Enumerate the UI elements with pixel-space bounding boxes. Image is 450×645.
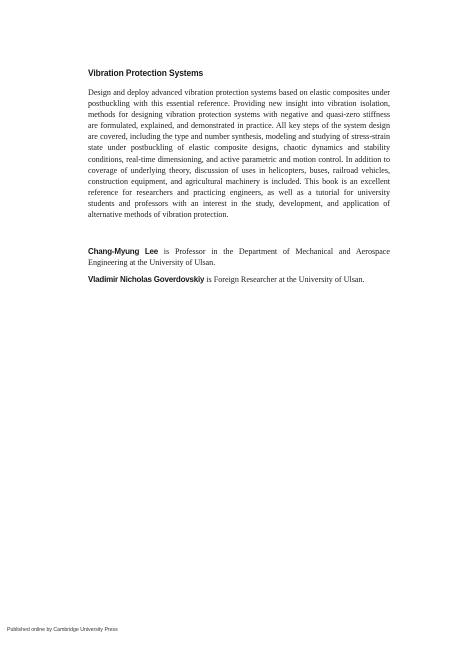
publisher-footer: Published online by Cambridge University Press	[7, 627, 118, 633]
author-bio-text-2: is Foreign Researcher at the University of Ulsan.	[204, 275, 365, 284]
author-name-2: Vladimir Nicholas Goverdovskiy	[88, 275, 205, 284]
author-name-1: Chang-Myung Lee	[88, 247, 159, 256]
book-description: Design and deploy advanced vibration protection systems based on elastic composites under postbuckling with this essential reference. Providing new insight into vibration isolation, methods for designing vibration protection systems with negative and quasi-zero stiffness are formulated, explained, and demonstrated in practice. All key steps of the system design are covered, including the type and number synthesis, modeling and studying of stress-strain state under postbuckling of elastic composite designs, chaotic dynamics and stability conditions, real-time dimensioning, and active parametric and motion control. In addition to coverage of underlying theory, discussion of uses in helicopters, buses, railroad vehicles, construction equipment, and agricultural machinery is included. This book is an excellent reference for researchers and practicing engineers, as well as a tutorial for university students and professors with an interest in the study, development, and application of alternative methods of vibration protection.	[88, 88, 390, 220]
author-bio-1	[88, 246, 390, 268]
author-bio-text-1: is Professor in the Department of Mechanical and Aerospace Engineering at the University of Ulsan.	[88, 247, 390, 268]
author-bio-2	[88, 274, 390, 285]
book-title: Vibration Protection Systems	[88, 68, 204, 78]
